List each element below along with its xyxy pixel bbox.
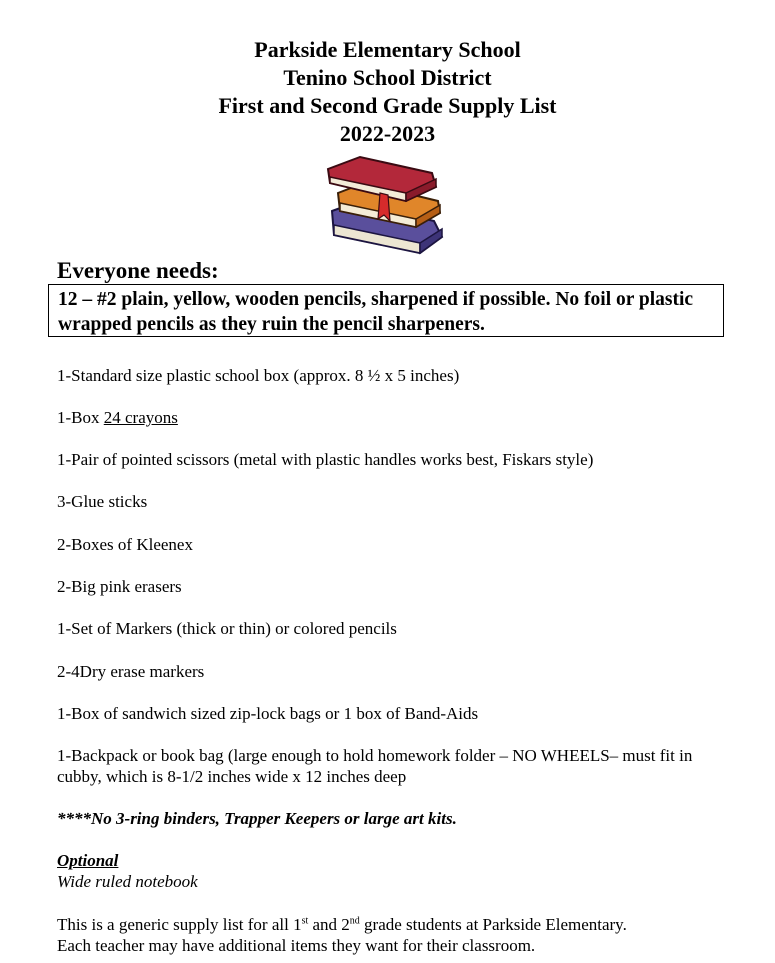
no-binders-warning: ****No 3-ring binders, Trapper Keepers or large art kits. bbox=[57, 809, 457, 828]
stack-of-books-icon bbox=[324, 153, 450, 257]
footer-text: and 2 bbox=[308, 915, 350, 934]
footer-line-2: Each teacher may have additional items they want for their classroom. bbox=[57, 936, 536, 955]
district-name: Tenino School District bbox=[283, 65, 492, 90]
list-item: 3-Glue sticks bbox=[57, 492, 148, 511]
list-item bbox=[57, 407, 178, 428]
school-year: 2022-2023 bbox=[339, 121, 436, 146]
item-prefix: 1-Box bbox=[57, 408, 104, 427]
footer-text: grade students at Parkside Elementary. bbox=[359, 915, 627, 934]
optional-item: Wide ruled notebook bbox=[57, 872, 198, 891]
list-item: 2-4Dry erase markers bbox=[57, 662, 205, 681]
footer-text: This is a generic supply list for all 1 bbox=[57, 915, 302, 934]
ordinal-suffix: nd bbox=[349, 915, 360, 927]
optional-heading: Optional bbox=[57, 851, 119, 870]
school-name: Parkside Elementary School bbox=[254, 37, 521, 62]
list-item: 1-Box of sandwich sized zip-lock bags or 1 box of Band-Aids bbox=[57, 704, 479, 723]
pencils-notice: 12 – #2 plain, yellow, wooden pencils, sharpened if possible. No foil or plastic wrapped pencils as they ruin the pencil sharpeners. bbox=[48, 284, 724, 337]
list-title: First and Second Grade Supply List bbox=[218, 93, 557, 118]
list-item: 1-Standard size plastic school box (approx. 8 ½ x 5 inches) bbox=[57, 366, 460, 385]
list-item: 2-Boxes of Kleenex bbox=[57, 535, 193, 554]
item-underlined: 24 crayons bbox=[103, 408, 178, 427]
ordinal-suffix: st bbox=[301, 915, 309, 927]
list-item: 1-Set of Markers (thick or thin) or colored pencils bbox=[57, 619, 397, 638]
everyone-needs-heading: Everyone needs: bbox=[57, 258, 219, 283]
list-item: 1-Pair of pointed scissors (metal with plastic handles works best, Fiskars style) bbox=[57, 450, 594, 469]
footer-line-1 bbox=[57, 914, 627, 935]
list-item: 2-Big pink erasers bbox=[57, 577, 182, 596]
list-item: 1-Backpack or book bag (large enough to hold homework folder – NO WHEELS– must fit in cubby, which is 8-1/2 inches wide x 12 inches deep bbox=[57, 746, 693, 786]
